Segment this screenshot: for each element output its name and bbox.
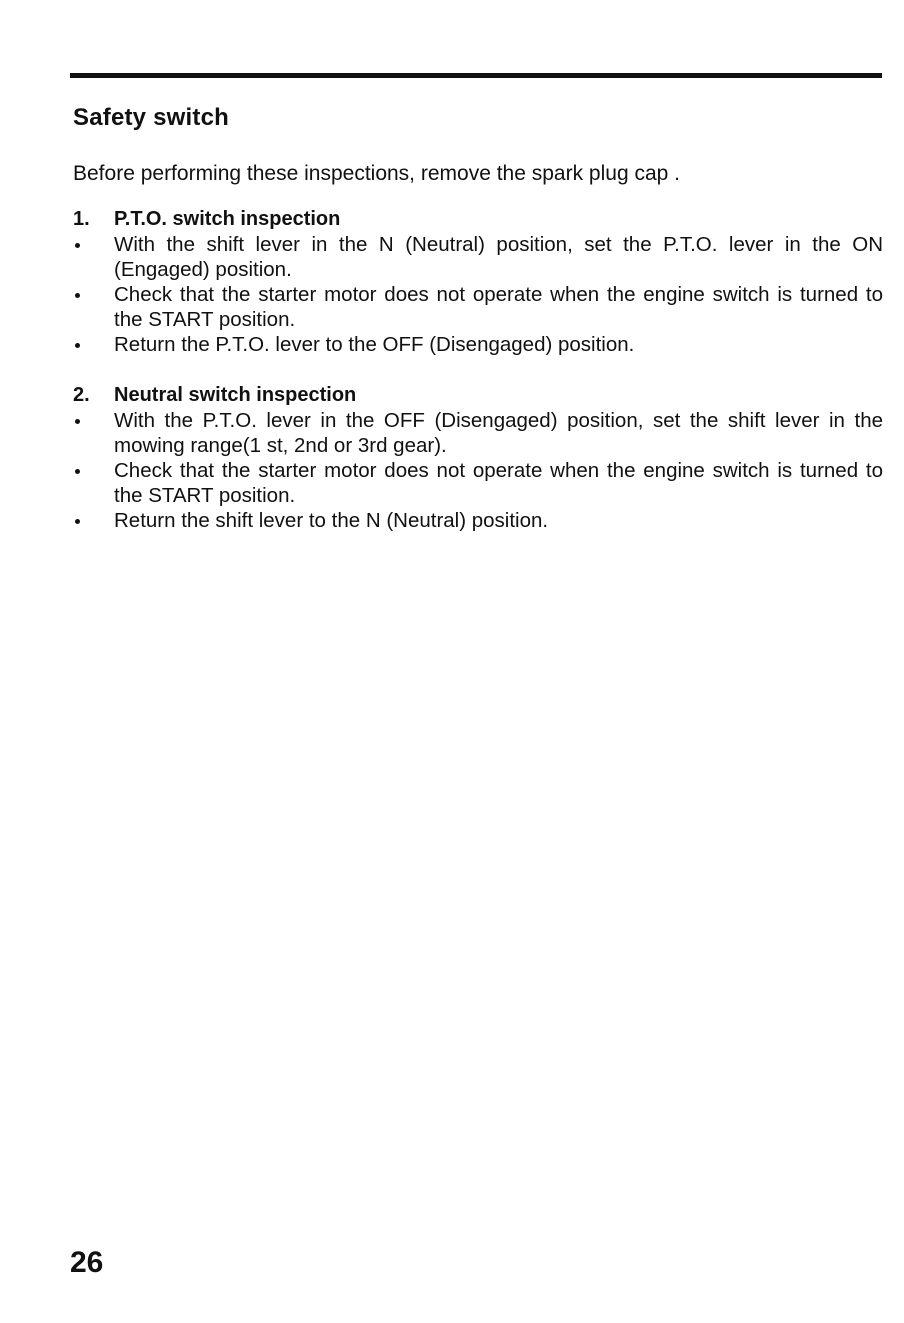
bullet-dot-icon <box>73 332 114 357</box>
list-item-text: With the P.T.O. lever in the OFF (Disengaged) position, set the shift lever in the mowing range(1 st, 2nd or 3rd gear). <box>114 409 883 457</box>
list-item <box>73 458 883 508</box>
step-heading <box>73 206 883 232</box>
list-item-text: Return the shift lever to the N (Neutral) position. <box>114 509 549 532</box>
bullet-dot-icon <box>73 458 114 508</box>
step-number: 2. <box>73 384 90 406</box>
list-item-text: With the shift lever in the N (Neutral) position, set the P.T.O. lever in the ON (Engaged) position. <box>114 233 883 281</box>
bullet-dot-icon <box>73 232 114 282</box>
bullet-list <box>73 408 883 533</box>
step-heading <box>73 382 883 408</box>
list-item-text: Check that the starter motor does not operate when the engine switch is turned to the START position. <box>114 459 883 507</box>
list-item-text: Check that the starter motor does not operate when the engine switch is turned to the START position. <box>114 283 883 331</box>
page-number: 26 <box>70 1246 104 1279</box>
top-rule <box>70 73 882 78</box>
intro-text: Before performing these inspections, remove the spark plug cap . <box>73 162 680 185</box>
step-title: P.T.O. switch inspection <box>114 208 341 230</box>
step-title: Neutral switch inspection <box>114 384 357 406</box>
step-number: 1. <box>73 208 90 230</box>
bullet-dot-icon <box>73 508 114 533</box>
list-item-text: Return the P.T.O. lever to the OFF (Disengaged) position. <box>114 333 635 356</box>
step-pto-switch <box>73 206 883 357</box>
list-item <box>73 282 883 332</box>
step-neutral-switch <box>73 382 883 533</box>
list-item <box>73 332 883 357</box>
list-item <box>73 508 883 533</box>
section-title: Safety switch <box>73 104 229 131</box>
list-item <box>73 408 883 458</box>
list-item <box>73 232 883 282</box>
bullet-dot-icon <box>73 408 114 458</box>
bullet-list <box>73 232 883 357</box>
bullet-dot-icon <box>73 282 114 332</box>
